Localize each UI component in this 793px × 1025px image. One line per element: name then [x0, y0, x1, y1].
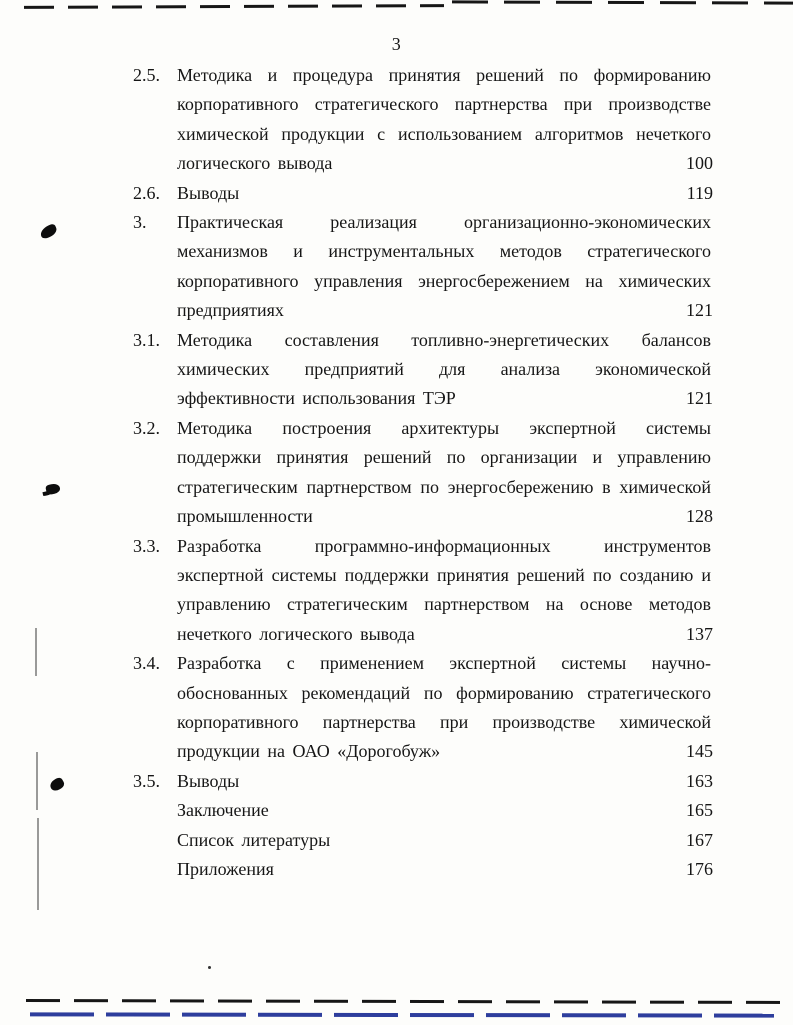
toc-entry-page: 128: [686, 506, 713, 527]
left-margin-crease-line-3: [37, 818, 39, 910]
scan-edge-dashed-line-bottom: [26, 999, 788, 1004]
toc-entry-title: Выводы: [177, 182, 240, 203]
ink-smudge-bottom: [48, 776, 66, 793]
toc-entry-page: 163: [686, 770, 713, 791]
ink-smudge-middle: [45, 483, 61, 496]
page-number: 3: [391, 34, 402, 54]
toc-entry-number: 2.6.: [133, 182, 160, 203]
toc-entry: [133, 326, 711, 414]
toc-entry-title: Практическая реализация организационно-экономических механизмов и инструментальных методов стратегического корпоративного управления энергосбережением на химических предприятиях: [177, 212, 711, 321]
toc-entry: [133, 532, 711, 650]
toc-entry-page: 121: [686, 300, 713, 321]
toc-entry-number: 3.: [133, 212, 147, 233]
scan-edge-blue-line-bottom: [30, 1012, 774, 1017]
toc-entry-page: 100: [686, 153, 713, 174]
toc-entry: [133, 855, 711, 884]
scan-edge-dashed-line-top-left: [24, 4, 444, 9]
toc-entry-number: 3.1.: [133, 329, 160, 350]
toc-entry-page: 145: [686, 741, 713, 762]
toc-entry-title: Методика и процедура принятия решений по формированию корпоративного стратегического партнерства при производстве химической продукции с использованием алгоритмов нечеткого логического вывода: [177, 65, 711, 174]
toc-entry-title: Разработка программно-информационных инструментов экспертной системы поддержки принятия решений по созданию и управлению стратегическим партнерством на основе методов нечеткого логического вывода: [177, 535, 711, 644]
toc-entry-number: 2.5.: [133, 65, 160, 85]
left-margin-crease-line-2: [36, 752, 38, 810]
toc-entry-number: 3.4.: [133, 653, 160, 674]
toc-entry-number: 3.3.: [133, 535, 160, 556]
toc-entry-number: 3.5.: [133, 770, 160, 791]
toc-entry-page: 137: [686, 623, 713, 644]
toc-entry-title: Список литературы: [177, 829, 331, 850]
toc-entry: [133, 208, 711, 326]
toc-entry-title: Приложения: [177, 858, 274, 879]
toc-entry-title: Методика построения архитектуры экспертной системы поддержки принятия решений по организации и управлению стратегическим партнерством по энергосбережению в химической промышленности: [177, 417, 711, 527]
scan-speck: [208, 966, 211, 969]
toc-entry-page: 119: [686, 182, 713, 203]
toc-entry-title: Методика составления топливно-энергетических балансов химических предприятий для анализа экономической эффективности использования ТЭР: [177, 329, 711, 409]
toc-entry: [133, 649, 711, 767]
left-margin-crease-line-1: [35, 628, 37, 676]
toc-entry-page: 167: [686, 829, 713, 850]
toc-entry: [133, 826, 711, 855]
toc-entry: [133, 414, 711, 532]
toc-entry-page: 165: [686, 800, 713, 821]
toc-entry: [133, 179, 711, 208]
toc-entry-page: 176: [686, 858, 713, 879]
toc-entry-title: Разработка с применением экспертной системы научно-обоснованных рекомендаций по формированию стратегического корпоративного партнерства при производстве химической продукции на ОАО «Дорогобуж»: [177, 653, 711, 762]
toc-entry: [133, 796, 711, 825]
table-of-contents: [133, 61, 711, 884]
toc-entry-title: Выводы: [177, 770, 240, 791]
toc-entry-title: Заключение: [177, 800, 269, 821]
scan-edge-dashed-line-top-right: [452, 0, 793, 4]
ink-smudge-top: [38, 223, 58, 240]
toc-entry-page: 121: [686, 388, 713, 409]
toc-entry: [133, 767, 711, 796]
toc-entry: [133, 61, 711, 179]
toc-entry-number: 3.2.: [133, 417, 160, 438]
